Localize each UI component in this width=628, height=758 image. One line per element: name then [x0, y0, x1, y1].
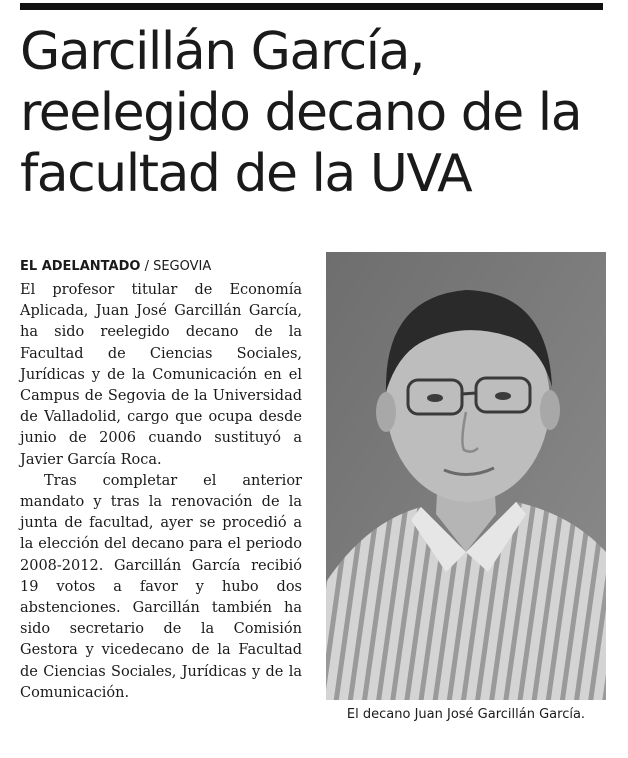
headline-line-1: Garcillán García, [20, 22, 425, 82]
article-body [20, 280, 302, 704]
byline-source: EL ADELANTADO [20, 259, 141, 274]
article-photo [326, 252, 606, 700]
top-rule [20, 3, 603, 10]
byline-location: SEGOVIA [153, 259, 212, 274]
headline-line-2: reelegido decano de la [20, 83, 582, 143]
byline [20, 259, 211, 275]
paragraph-2: Tras completar el anterior mandato y tras la renovación de la junta de facultad, ayer se procedió a la elección del decano para el periodo 2008-2012. Garcillán García recibió 19 votos a favor y hubo dos abstenciones. Garcillán también ha sido secretario de la Comisión Gestora y vicedecano de la Facultad de Ciencias Sociales, Jurídicas y de la Comunicación. [20, 472, 302, 701]
byline-separator: / [144, 259, 149, 274]
headline [20, 22, 620, 205]
paragraph-1: El profesor titular de Economía Aplicada, Juan José Garcillán García, ha sido reelegido decano de la Facultad de Ciencias Sociales, Jurídicas y de la Comunicación en el Campus de Segovia de la Universidad de Valladolid, cargo que ocupa desde junio de 2006 cuando sustituyó a Javier García Roca. [20, 282, 302, 468]
photo-caption: El decano Juan José Garcillán García. [346, 707, 586, 722]
headline-line-3: facultad de la UVA [20, 144, 472, 204]
portrait-image [326, 252, 606, 700]
